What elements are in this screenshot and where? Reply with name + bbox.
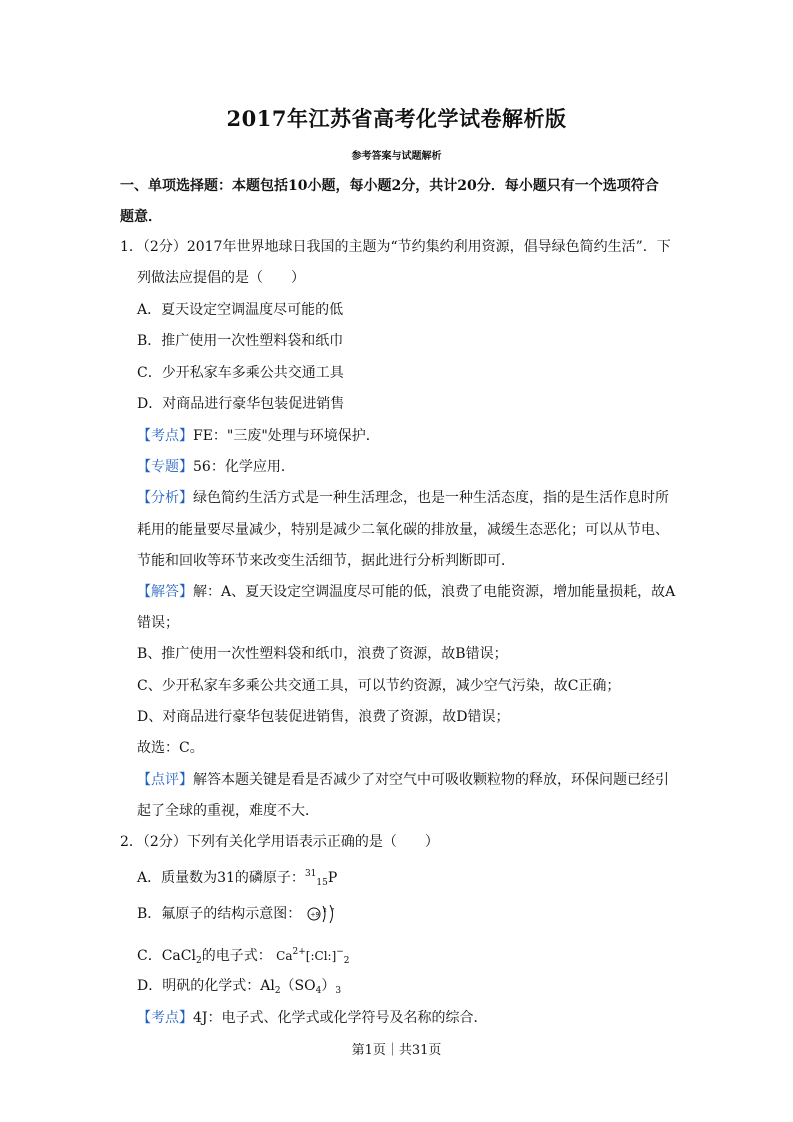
- svg-text:7: 7: [330, 908, 334, 914]
- q1-option-a: A．夏天设定空调温度尽可能的低: [137, 302, 344, 318]
- q2-d-post: ）: [321, 978, 336, 994]
- q2-c-post: 的电子式：: [201, 948, 272, 964]
- jieda-tag: 【解答】: [137, 584, 193, 600]
- q1-jieda-line-5: D、对商品进行豪华包装促进销售，浪费了资源，故D错误；: [137, 709, 510, 725]
- q2-stem: 2．（2分）下列有关化学用语表示正确的是（ ）: [120, 834, 439, 850]
- q1-option-d: D．对商品进行豪华包装促进销售: [137, 396, 345, 412]
- q1-dianping-line-2: 起了全球的重视，难度不大．: [137, 803, 319, 819]
- kaodian-tag: 【考点】: [137, 428, 193, 444]
- q1-fenxi: [137, 489, 669, 507]
- dianping-tag: 【点评】: [137, 772, 193, 788]
- ca-charge: 2+: [292, 947, 306, 957]
- q1-option-b: B．推广使用一次性塑料袋和纸巾: [137, 333, 344, 349]
- q1-kaodian: [137, 427, 380, 445]
- q1-stem-cont: 列做法应提倡的是（ ）: [137, 270, 305, 286]
- q2-d-sub1: 2: [274, 986, 281, 996]
- q1-fenxi-line-2: 耗用的能量要尽量减少，特别是减少二氧化碳的排放量，减缓生态恶化；可以从节电、: [137, 522, 669, 538]
- q1-dianping: [137, 771, 669, 789]
- fenxi-tag: 【分析】: [137, 490, 193, 506]
- q1-jieda-line-6: 故选：C。: [137, 740, 204, 756]
- q1-jieda-line-4: C、少开私家车多乘公共交通工具，可以节约资源，减少空气污染，故C正确；: [137, 678, 621, 694]
- q2-d-pre: D．明矾的化学式：Al: [137, 978, 275, 994]
- q1-stem: 1．（2分）2017年世界地球日我国的主题为“节约集约利用资源，倡导绿色简约生活”．下: [120, 239, 671, 255]
- cl-bracket: [:Cl:]: [305, 949, 337, 963]
- fluorine-atom-structure-icon: [306, 903, 340, 925]
- atomic-number: 15: [316, 878, 328, 888]
- doc-title: 2017年江苏省高考化学试卷解析版: [226, 106, 567, 131]
- q2-option-c: [137, 943, 350, 970]
- zhuanti-text: 56：化学应用．: [193, 459, 295, 475]
- ca-symbol: Ca: [276, 949, 293, 963]
- q2-a-text: A．质量数为31的磷原子：: [137, 870, 305, 886]
- dianping-line-1: 解答本题关键是看是否减少了对空气中可吸收颗粒物的释放，环保问题已经引: [193, 772, 669, 788]
- zhuanti-tag: 【专题】: [137, 459, 193, 475]
- mass-number: 31: [304, 869, 317, 879]
- page-footer: 第1页｜共31页: [351, 1043, 442, 1058]
- electron-formula: [276, 947, 350, 966]
- q2-option-d: [137, 977, 341, 1000]
- q1-jieda: [137, 583, 675, 601]
- q2-c-sub: 2: [195, 956, 202, 966]
- q1-jieda-line-2: 错误；: [137, 615, 179, 631]
- q2-kaodian-tag: 【考点】: [137, 1010, 193, 1026]
- q2-kaodian: [137, 1009, 488, 1027]
- q1-jieda-line-3: B、推广使用一次性塑料袋和纸巾，浪费了资源，故B错误；: [137, 646, 508, 662]
- q1-option-c: C．少开私家车多乘公共交通工具: [137, 365, 344, 381]
- q2-option-b: [137, 903, 340, 925]
- jieda-line-1: 解：A、夏天设定空调温度尽可能的低，浪费了电能资源，增加能量损耗，故A: [193, 584, 676, 600]
- element-symbol: P: [327, 870, 338, 886]
- q2-kaodian-text: 4J：电子式、化学式或化学符号及名称的综合．: [193, 1010, 488, 1026]
- doc-subtitle: 参考答案与试题解析: [351, 151, 442, 162]
- fenxi-line-1: 绿色简约生活方式是一种生活理念，也是一种生活态度，指的是生活作息时所: [193, 490, 669, 506]
- q2-d-sub2: 4: [315, 986, 322, 996]
- q2-b-text: B．氟原子的结构示意图：: [137, 906, 302, 922]
- section-heading-cont: 题意．: [120, 209, 162, 225]
- cl-count: 2: [343, 956, 350, 966]
- svg-text:2: 2: [323, 908, 327, 914]
- section-heading: 一、单项选择题：本题包括10小题，每小题2分，共计20分．每小题只有一个选项符合: [120, 178, 659, 194]
- q2-option-a: [137, 865, 337, 892]
- q2-d-sub3: 3: [335, 986, 342, 996]
- q1-fenxi-line-3: 节能和回收等环节来改变生活细节，据此进行分析判断即可．: [137, 553, 515, 569]
- q2-d-mid: （SO: [280, 978, 316, 994]
- svg-text:+9: +9: [310, 911, 320, 919]
- q1-zhuanti: [137, 458, 295, 476]
- cl-charge: −: [336, 947, 344, 957]
- kaodian-text: FE："三废"处理与环境保护．: [193, 428, 380, 444]
- q2-c-pre: C．CaCl: [137, 948, 196, 964]
